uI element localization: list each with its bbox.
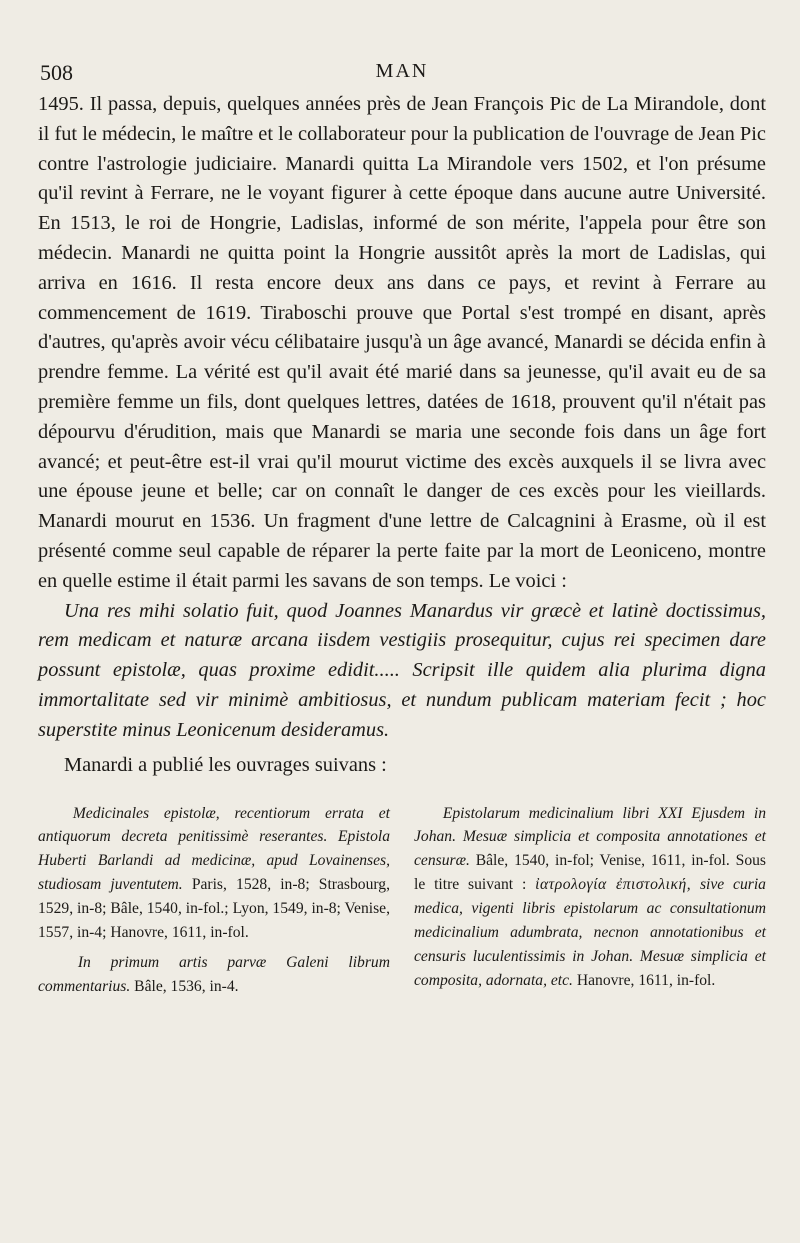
works-column-right: [414, 802, 766, 1005]
work-details: Hanovre, 1611, in-fol.: [576, 971, 716, 989]
latin-quote: Una res mihi solatio fuit, quod Joannes Manardus vir græcè et latinè doctissimus, rem medicam et naturæ arcana iisdem vestigiis prosequitur, cujus rei specimen dare possunt epistolæ, quas proxime edidit..... Scripsit ille quidem alia plurima digna immortalitate sed vir minimè ambitiosus, et nundum publicam materiam fecit ; hoc superstite minus Leonicenum desideramus.: [38, 599, 766, 741]
main-text: [38, 90, 766, 597]
work-details: Bâle, 1536, in-4.: [134, 977, 239, 995]
works-list: [38, 802, 766, 1005]
work-details: Bâle, 1540, in-fol; Venise, 1611, in-fol. Sous le titre suivant :: [414, 852, 766, 894]
work-details: Paris, 1528, in-8; Strasbourg, 1529, in-8; Bâle, 1540, in-fol.; Lyon, 1549, in-8; Venise, 1557, in-4; Hanovre, 1611, in-fol.: [38, 876, 390, 942]
work-title-continued: sive curia medica, vigenti libris epistolarum ac consultationum medicinalium adumbrata, necnon annotationibus et censuris luculentissimis in Johan. Mesuæ simplicia et composita, adornata, etc.: [414, 876, 766, 989]
greek-title: ἰατρολογία ἐπιστολική,: [535, 876, 692, 894]
work-entry: [38, 951, 390, 999]
page-header: [38, 56, 766, 90]
paragraph-biography: 1495. Il passa, depuis, quelques années près de Jean François Pic de La Mirandole, dont il fut le médecin, le maître et le collaborateur pour la publication de l'ouvrage de Jean Pic contre l'astrologie judiciaire. Manardi quitta La Mirandole vers 1502, et l'on présume qu'il revint à Ferrare, ne le voyant figurer à cette époque dans aucune autre Université. En 1513, le roi de Hongrie, Ladislas, informé de son mérite, l'appela pour être son médecin. Manardi ne quitta point la Hongrie aussitôt après la mort de Ladislas, qui arriva en 1616. Il resta encore deux ans dans ce pays, et revint à Ferrare au commencement de 1619. Tiraboschi prouve que Portal s'est trompé en disant, après d'autres, qu'après avoir vécu célibataire jusqu'à un âge avancé, Manardi se décida enfin à prendre femme. La vérité est qu'il avait été marié dans sa jeunesse, qu'il avait eu de sa première femme un fils, dont quelques lettres, datées de 1618, prouvent qu'il n'était pas dépourvu d'érudition, mais que Manardi se maria une seconde fois dans un âge fort avancé; et peut-être est-il vrai qu'il mourut victime des excès auxquels il se livra avec une épouse jeune et belle; car on connaît le danger de ces excès pour les vieillards. Manardi mourut en 1536. Un fragment d'une lettre de Calcagnini à Erasme, où il est présenté comme seul capable de réparer la perte faite par la mort de Leoniceno, montre en quelle estime il était parmi les savans de son temps. Le voici :: [38, 93, 766, 592]
works-column-left: [38, 802, 390, 1005]
work-entry: [38, 802, 390, 945]
running-head: MAN: [375, 60, 429, 82]
work-title: Epistolarum medicinalium libri XXI Ejusdem in Johan. Mesuæ simplicia et composita annotationes et censuræ.: [414, 804, 766, 870]
page-number: 508: [40, 60, 73, 85]
work-title: Medicinales epistolæ, recentiorum errata et antiquorum decreta penitissimè reserantes. Epistola Huberti Barlandi ad medicinæ, apud Lovainenses, studiosam juventutem.: [38, 804, 390, 894]
works-intro: Manardi a publié les ouvrages suivans :: [64, 753, 387, 776]
work-title: In primum artis parvæ Galeni librum commentarius.: [38, 953, 390, 995]
work-entry: [414, 802, 766, 993]
